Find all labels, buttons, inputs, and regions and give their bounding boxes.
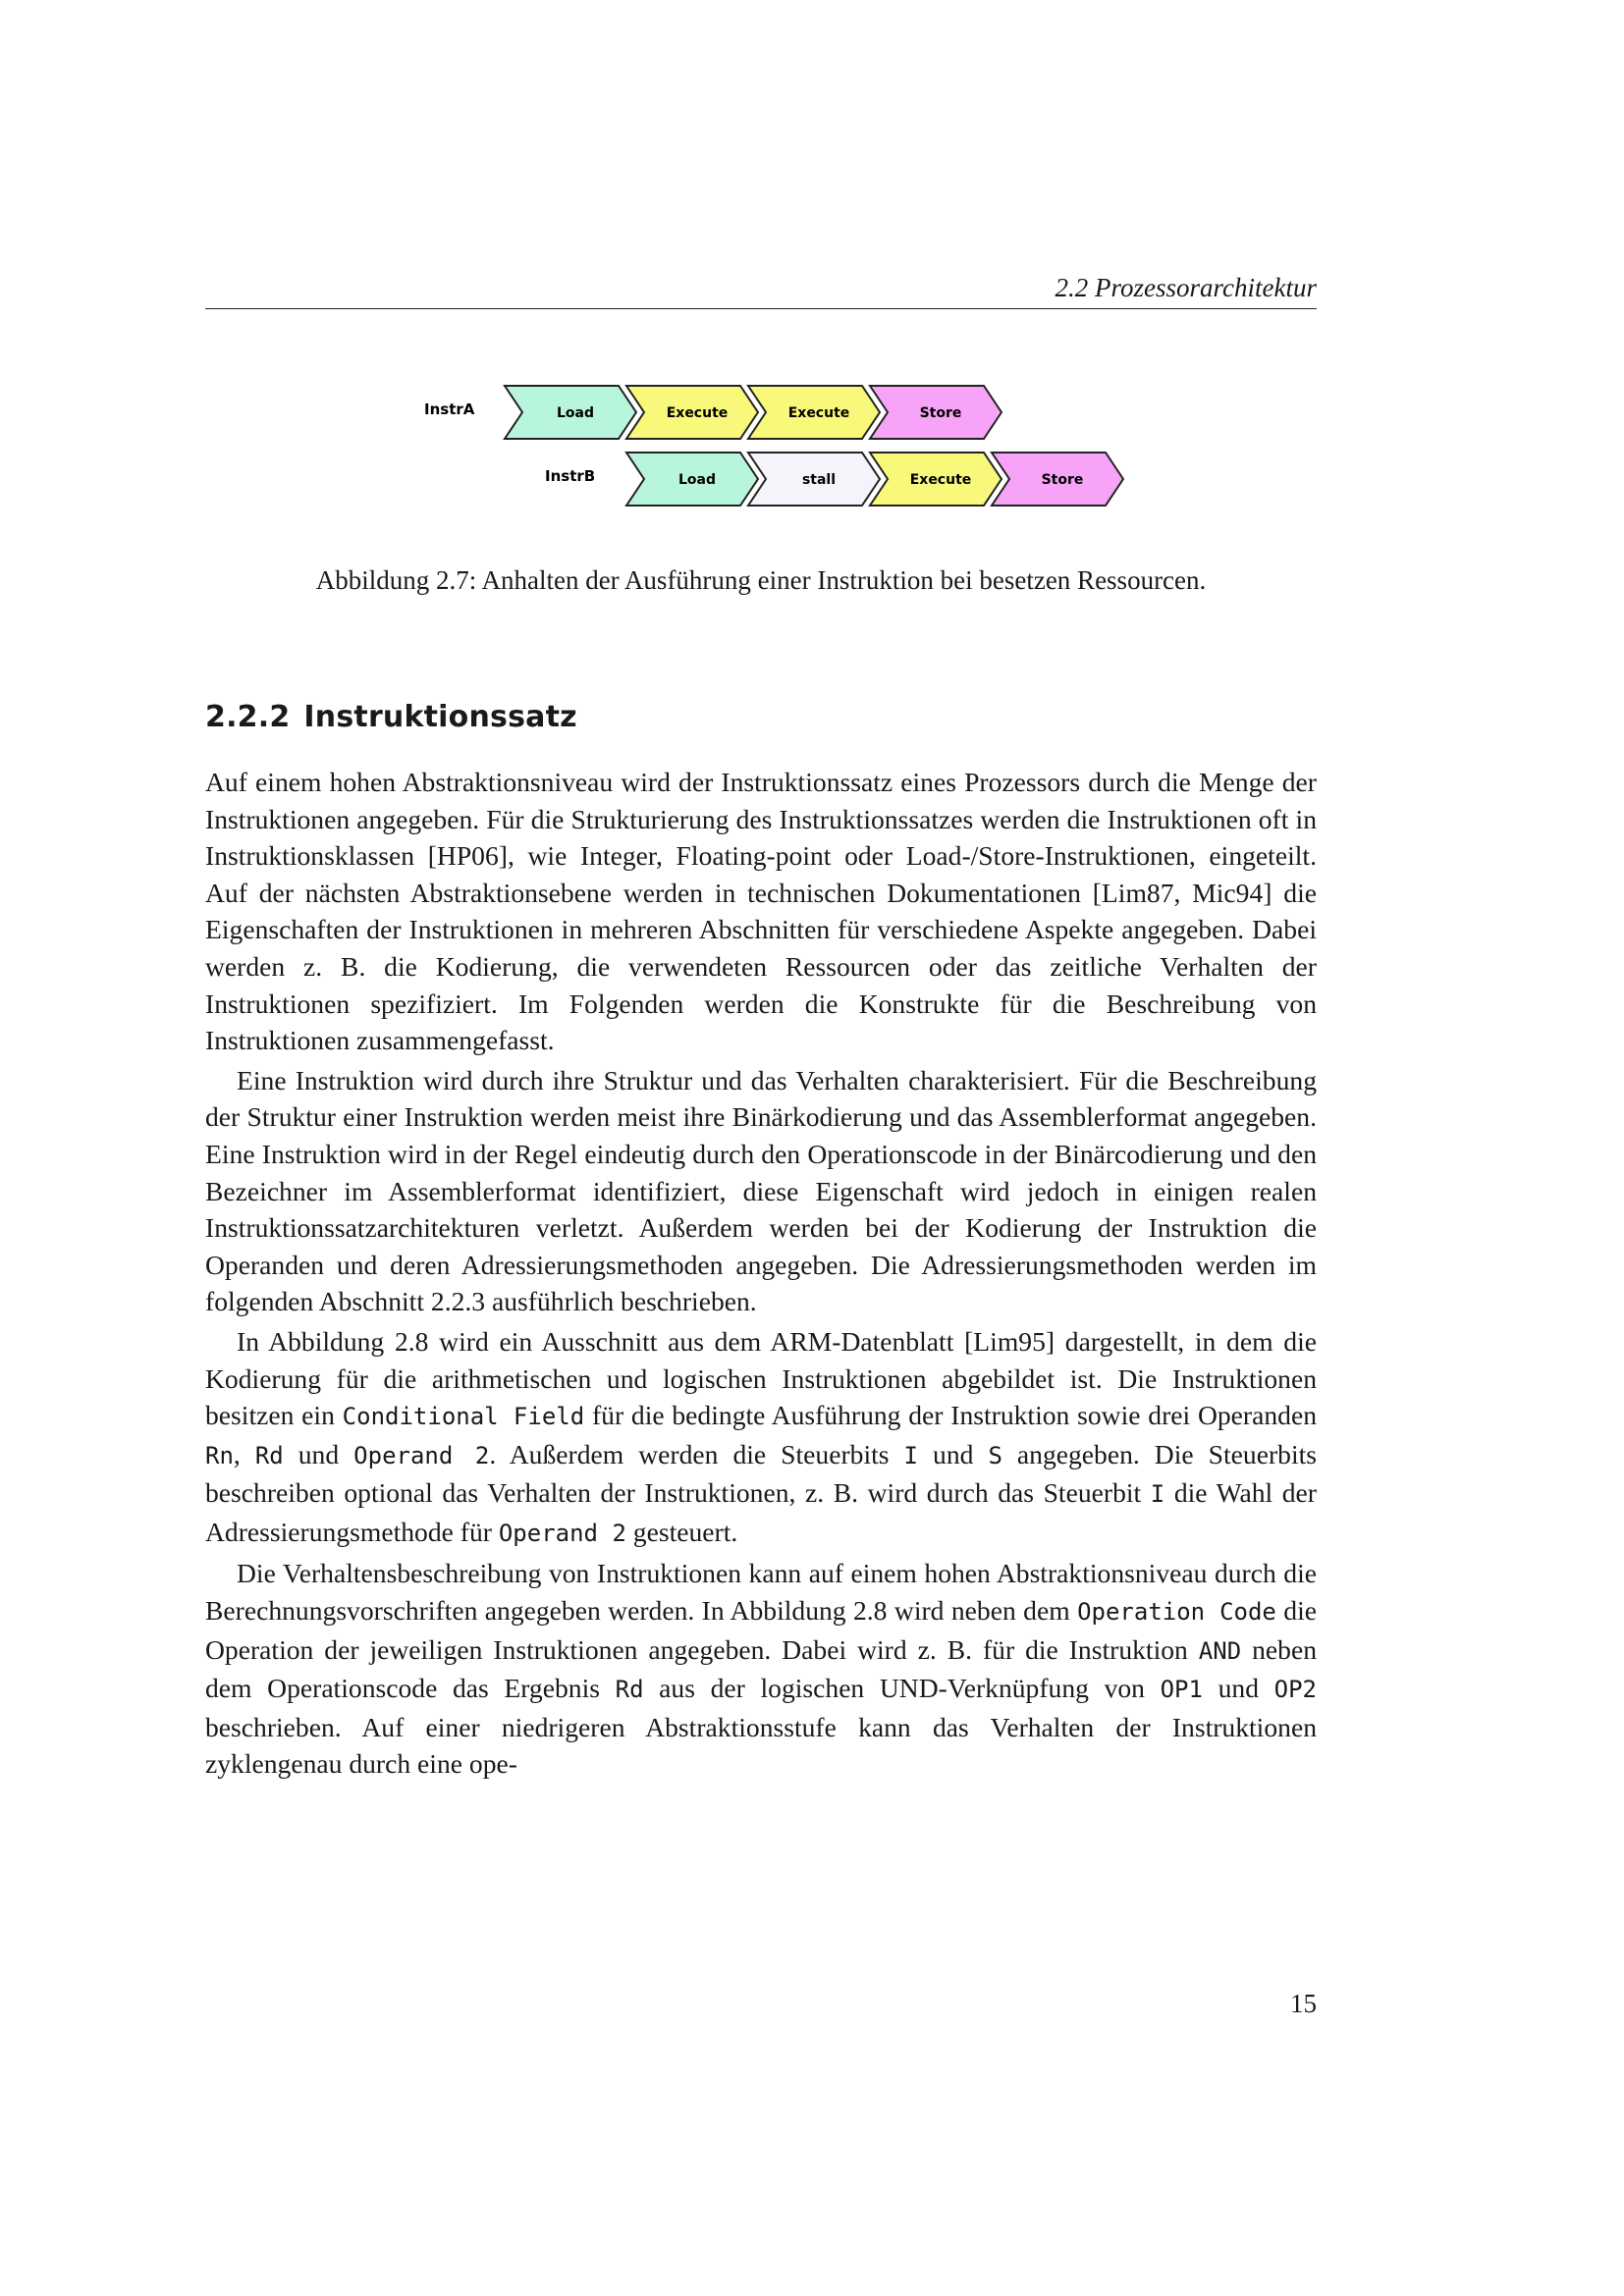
paragraph-3 xyxy=(205,1323,1317,1553)
stage-label-b-4: Store xyxy=(1041,472,1084,488)
code-i: I xyxy=(903,1441,918,1469)
text-run: für die bedingte Ausführung der Instruktion sowie drei Operanden xyxy=(584,1400,1317,1431)
text-run: In Abbildung 2.8 wird ein Ausschnitt aus dem ARM-Datenblatt [Lim95] dargestellt, in dem die Kodierung für die arithmetischen und logischen Instruktionen abgebildet ist. Die Instruktionen besitzen ein xyxy=(205,1325,1317,1431)
paragraph-2: Eine Instruktion wird durch ihre Struktur und das Verhalten charakterisiert. Für die Beschreibung der Struktur einer Instruktion werden meist ihre Binärkodierung und das Assemblerformat angegeben. Eine Instruktion wird in der Regel eindeutig durch den Operationscode in der Binärcodierung und den Bezeichner im Assemblerformat identifiziert, diese Eigenschaft wird jedoch in einigen realen Instruktionssatzarchitekturen verletzt. Außerdem werden bei der Kodierung der Instruktion die Operanden und deren Adressierungsmethoden angegeben. Die Adressierungsmethoden werden im folgenden Abschnitt 2.2.3 ausführlich beschrieben. xyxy=(205,1064,1317,1317)
code-rn: Rn xyxy=(205,1441,234,1469)
stage-label-b-1: Load xyxy=(677,472,717,488)
paragraph-1: Auf einem hohen Abstraktionsniveau wird der Instruktionssatz eines Prozessors durch die Menge der Instruktionen angegeben. Für die Strukturierung des Instruktionssatzes werden die Instruktionen oft in Instruktionsklassen [HP06], wie Integer, Floating-point oder Load-/Store-Instruktionen, eingeteilt. Auf der nächsten Abstraktionsebene werden in technischen Dokumentationen [Lim87, Mic94] die Eigenschaften der Instruktionen in mehreren Abschnitten für verschiedene Aspekte angegeben. Dabei werden z. B. die Kodierung, die verwendeten Ressourcen oder das zeitliche Verhalten der Instruktionen spezifiziert. Im Folgenden werden die Konstrukte für die Beschreibung von Instruktionen zusammengefasst. xyxy=(205,767,1317,1056)
code-s: S xyxy=(988,1441,1002,1469)
code-operand-2: Operand 2 xyxy=(353,1441,490,1469)
code-op1: OP1 xyxy=(1160,1676,1203,1704)
stage-label-a-2: Execute xyxy=(666,405,729,421)
text-run: . Außerdem werden die Steuerbits xyxy=(489,1438,904,1469)
pipeline-stall-figure xyxy=(412,378,1159,515)
running-header: 2.2 Prozessorarchitektur xyxy=(1055,273,1317,302)
code-i: I xyxy=(1150,1480,1165,1509)
stage-label-b-3: Execute xyxy=(909,472,972,488)
code-operand-2: Operand 2 xyxy=(498,1519,626,1547)
text-run: angegeben. Die Steuerbits beschreiben optional das Verhalten der Instruktionen, z. B. wird durch das Steuerbit xyxy=(205,1438,1318,1509)
code-and: AND xyxy=(1198,1636,1242,1665)
text-run: und xyxy=(918,1438,989,1469)
text-run: neben dem Operationscode das Ergebnis xyxy=(205,1633,1317,1704)
page-number: 15 xyxy=(1290,1989,1317,2018)
stage-label-a-3: Execute xyxy=(787,405,850,421)
text-run: Die Verhaltensbeschreibung von Instruktionen kann auf einem hohen Abstraktionsniveau durch die Berechnungsvorschriften angegeben werden. In Abbildung 2.8 wird neben dem xyxy=(205,1558,1317,1627)
pipeline-diagram xyxy=(412,378,1159,515)
section-title: Instruktionssatz xyxy=(303,700,577,734)
text-run: und xyxy=(283,1438,354,1469)
text-run: , xyxy=(233,1438,255,1469)
section-number: 2.2.2 xyxy=(205,700,291,734)
text-run: beschrieben. Auf einer niedrigeren Abstraktionsstufe kann das Verhalten der Instruktionen zyklengenau durch eine ope- xyxy=(205,1711,1317,1780)
text-run: die Wahl der Adressierungsmethode für xyxy=(205,1477,1317,1547)
row-label-instrb: InstrB xyxy=(545,467,596,485)
code-rd: Rd xyxy=(615,1676,644,1704)
text-run: aus der logischen UND-Verknüpfung von xyxy=(643,1673,1161,1704)
stage-label-a-4: Store xyxy=(919,405,962,421)
paragraph-4 xyxy=(205,1555,1317,1783)
stage-label-b-2: stall xyxy=(801,472,837,488)
code-op2: OP2 xyxy=(1273,1676,1318,1704)
body-text xyxy=(205,764,1317,1786)
code-operation-code: Operation Code xyxy=(1077,1598,1276,1627)
header-rule xyxy=(205,308,1317,309)
text-run: die Operation der jeweiligen Instruktionen angegeben. Dabei wird z. B. für die Instruktion xyxy=(205,1595,1317,1665)
section-heading xyxy=(205,700,577,734)
text-run: und xyxy=(1202,1673,1274,1704)
figure-caption: Abbildung 2.7: Anhalten der Ausführung einer Instruktion bei besetzen Ressourcen. xyxy=(315,565,1207,595)
text-run: gesteuert. xyxy=(625,1516,738,1547)
row-label-instra: InstrA xyxy=(424,400,475,418)
stage-label-a-1: Load xyxy=(556,405,595,421)
code-rd: Rd xyxy=(254,1441,284,1469)
code-conditional-field: Conditional Field xyxy=(342,1403,585,1431)
